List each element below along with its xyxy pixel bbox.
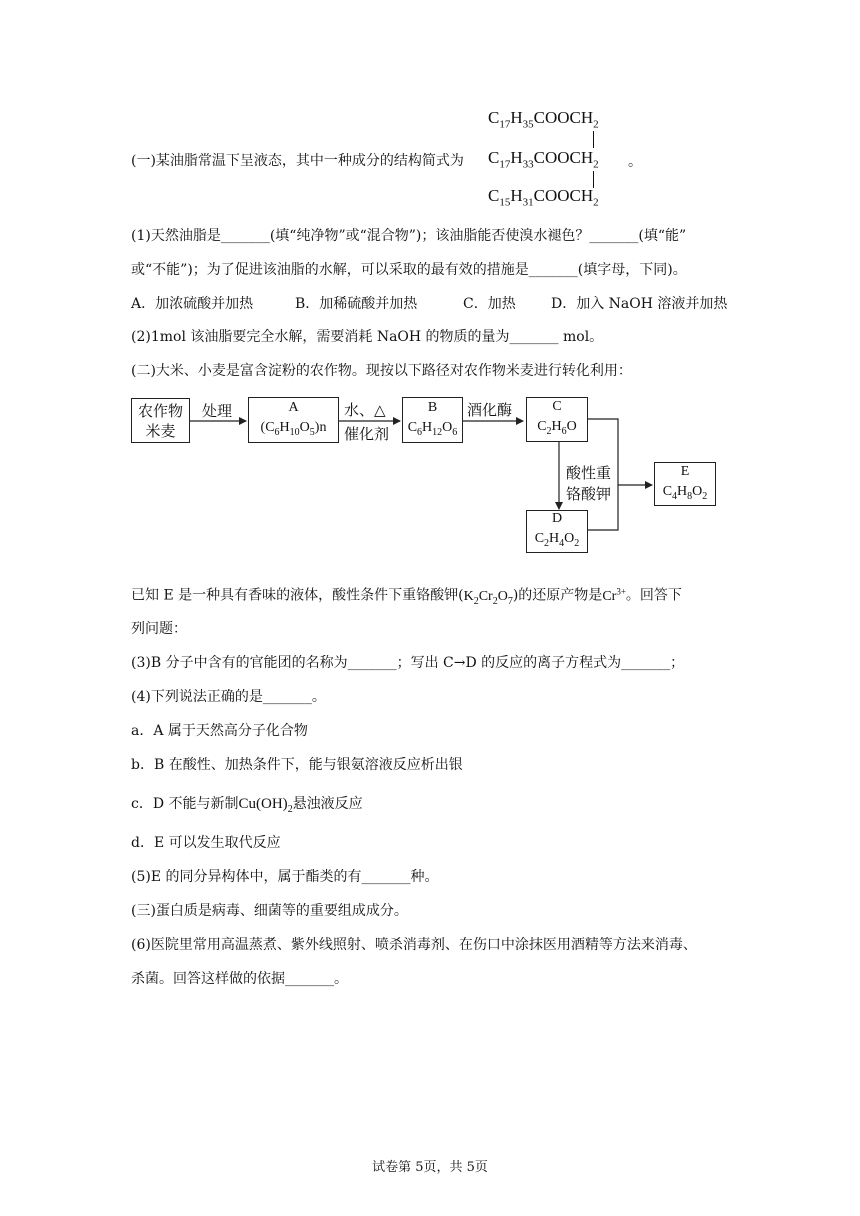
box-e: E $C_4H_8O_2$ xyxy=(654,462,716,506)
box-d: D $C_2H_4O_2$ xyxy=(526,510,588,553)
part2-intro: (二)大米、小麦是富含淀粉的农作物。现按以下路径对农作物米麦进行转化利用： xyxy=(131,363,632,379)
option-a: A．加浓硫酸并加热 xyxy=(131,296,254,312)
option-d: D．加入 NaOH 溶液并加热 xyxy=(551,296,728,312)
question-4-option-d: d．E 可以发生取代反应 xyxy=(131,835,281,851)
question-6-line-1: (6)医院里常用高温蒸煮、紫外线照射、喷杀消毒剂、在伤口中涂抹医用酒精等方法来消毒、 xyxy=(131,937,697,953)
known-info-line-1: 已知 E 是一种具有香味的液体，酸性条件下重铬酸钾$(K_2Cr_2O_7)$的还原产物是$Cr^{3+}$。回答下 xyxy=(131,586,682,607)
box-b: B $C_6H_{12}O_6$ xyxy=(402,397,463,443)
question-4-option-b: b．B 在酸性、加热条件下，能与银氨溶液反应析出银 xyxy=(131,757,463,773)
question-4: (4)下列说法正确的是_______。 xyxy=(131,689,326,705)
question-1-line-1: (1)天然油脂是_______(填“纯净物”或“混合物”)；该油脂能否使溴水褪色？_______(填“能” xyxy=(131,228,687,244)
label-dichromate: 铬酸钾 xyxy=(566,485,612,503)
option-c: C．加热 xyxy=(463,296,516,312)
question-3: (3)B 分子中含有的官能团的名称为_______；写出 C→D 的反应的离子方程式为_______； xyxy=(131,655,685,671)
label-zymase: 酒化酶 xyxy=(467,401,513,419)
question-4-option-c: c．D 不能与新制$Cu(OH)_2$悬浊液反应 xyxy=(131,796,363,815)
question-6-line-2: 杀菌。回答这样做的依据_______。 xyxy=(131,971,348,987)
label-water-heat: 水、△ xyxy=(344,401,386,419)
label-catalyst: 催化剂 xyxy=(344,425,390,443)
structure-row-3: $C_{15}H_{31}COOCH_2$ xyxy=(488,186,599,209)
box-a: A $(C_6H_{10}O_5)n$ xyxy=(248,397,339,443)
question-1-line-2: 或“不能”)；为了促进该油脂的水解，可以采取的最有效的措施是_______(填字母，下同)。 xyxy=(131,262,687,278)
question-4-option-a: a．A 属于天然高分子化合物 xyxy=(131,723,308,739)
label-treat: 处理 xyxy=(202,402,233,420)
question-5: (5)E 的同分异构体中，属于酯类的有_______种。 xyxy=(131,869,439,885)
known-info-line-2: 列问题： xyxy=(131,621,187,637)
label-acidic: 酸性重 xyxy=(566,464,612,482)
page-footer: 试卷第 5页，共 5页 xyxy=(372,1160,488,1175)
option-b: B．加稀硫酸并加热 xyxy=(295,296,418,312)
structure-row-2: $C_{17}H_{33}COOCH_2$ xyxy=(488,148,599,171)
box-c: C $C_2H_6O$ xyxy=(526,397,588,442)
part3-intro: (三)蛋白质是病毒、细菌等的重要组成成分。 xyxy=(131,903,408,919)
part1-intro-end: 。 xyxy=(628,154,642,170)
box-crop: 农作物 米麦 xyxy=(131,398,190,443)
part1-intro: (一)某油脂常温下呈液态，其中一种成分的结构简式为 xyxy=(131,153,464,169)
structure-row-1: $C_{17}H_{35}COOCH_2$ xyxy=(488,108,599,131)
question-2: (2)1mol 该油脂要完全水解，需要消耗 NaOH 的物质的量为_______ mol。 xyxy=(131,329,604,345)
